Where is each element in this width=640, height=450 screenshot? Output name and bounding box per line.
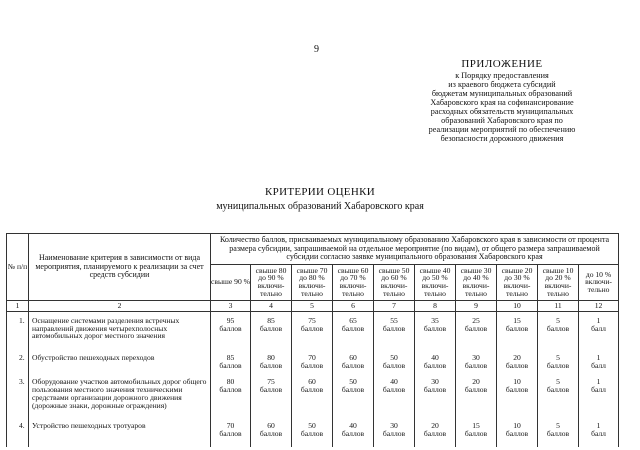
score-value: 1 (596, 315, 601, 325)
score-value: 75 (308, 315, 316, 325)
score-cell (374, 311, 415, 351)
appendix-line: безопасности дорожного движения (440, 134, 564, 143)
score-cell (415, 419, 456, 447)
score-unit: баллов (505, 385, 529, 395)
score-unit: баллов (382, 429, 406, 439)
score-value: 85 (267, 315, 275, 325)
score-value: 10 (513, 421, 521, 431)
header-range: свыше 20 до 30 % включи-тельно (497, 264, 538, 300)
score-value: 50 (349, 377, 357, 387)
score-value: 55 (390, 315, 398, 325)
score-cell (538, 419, 579, 447)
score-cell (374, 419, 415, 447)
column-number: 7 (374, 300, 415, 311)
score-unit: балл (591, 361, 606, 371)
score-cell (211, 351, 251, 375)
score-cell (497, 419, 538, 447)
score-cell (333, 351, 374, 375)
column-number: 3 (211, 300, 251, 311)
score-unit: баллов (219, 429, 242, 439)
score-cell (456, 375, 497, 419)
score-cell (456, 419, 497, 447)
score-value: 1 (596, 421, 601, 431)
header-range: свыше 50 до 60 % включи-тельно (374, 264, 415, 300)
header-number: № п/п (7, 234, 29, 301)
score-cell (415, 311, 456, 351)
score-cell (333, 375, 374, 419)
table-row (7, 351, 619, 375)
score-value: 20 (431, 421, 439, 431)
criterion-name: Оборудование участков автомобильных дорог общего пользования местного значения техническими средствами организации дорожного движения (дорожные знаки, дорожные ограждения) (29, 375, 211, 419)
row-number: 2. (7, 351, 29, 375)
score-unit: баллов (423, 385, 447, 395)
score-value: 85 (226, 353, 235, 363)
header-score-group: Количество баллов, присваиваемых муниципальному образованию Хабаровского края в зависимости от процента размера субсидии, запрашиваемой на отдельное мероприятие (по видам), от общего размера запрашиваемой субсидии согласно заявке муниципального образования Хабаровского края (211, 234, 619, 265)
column-number: 1 (7, 300, 29, 311)
header-range: свыше 80 до 90 % включи-тельно (251, 264, 292, 300)
score-cell (333, 419, 374, 447)
score-value: 40 (349, 421, 357, 431)
score-cell (579, 351, 619, 375)
row-number: 1. (7, 311, 29, 351)
score-unit: баллов (546, 429, 570, 439)
score-unit: баллов (505, 429, 529, 439)
score-unit: баллов (300, 323, 324, 333)
column-number: 11 (538, 300, 579, 311)
score-value: 50 (308, 421, 316, 431)
score-unit: баллов (464, 323, 488, 333)
column-number: 6 (333, 300, 374, 311)
score-cell (251, 419, 292, 447)
column-number: 5 (292, 300, 333, 311)
criterion-name: Устройство пешеходных тротуаров (29, 419, 211, 447)
score-unit: баллов (382, 361, 406, 371)
score-value: 60 (308, 377, 316, 387)
score-cell (333, 311, 374, 351)
document-subtitle: муниципальных образований Хабаровского края (216, 201, 424, 212)
score-unit: баллов (505, 323, 529, 333)
score-unit: баллов (382, 385, 406, 395)
header-range: до 10 % включи-тельно (579, 264, 619, 300)
score-value: 50 (390, 353, 398, 363)
score-unit: баллов (219, 385, 242, 395)
score-cell (456, 351, 497, 375)
column-number: 9 (456, 300, 497, 311)
score-value: 75 (267, 377, 275, 387)
score-cell (211, 311, 251, 351)
score-unit: балл (591, 429, 606, 439)
header-range: свыше 70 до 80 % включи-тельно (292, 264, 333, 300)
score-cell (251, 375, 292, 419)
score-unit: баллов (259, 323, 283, 333)
score-cell (251, 351, 292, 375)
score-unit: баллов (341, 429, 365, 439)
score-value: 5 (556, 421, 560, 431)
score-unit: баллов (259, 385, 283, 395)
score-cell (579, 311, 619, 351)
row-number: 4. (7, 419, 29, 447)
score-cell (456, 311, 497, 351)
score-cell (292, 375, 333, 419)
score-cell (538, 375, 579, 419)
score-value: 15 (472, 421, 480, 431)
score-unit: баллов (464, 385, 488, 395)
score-value: 30 (472, 353, 480, 363)
score-unit: баллов (464, 361, 488, 371)
document-title: КРИТЕРИИ ОЦЕНКИ (265, 186, 375, 198)
score-value: 60 (349, 353, 357, 363)
appendix-title: ПРИЛОЖЕНИЕ (461, 58, 543, 70)
score-unit: баллов (219, 323, 242, 333)
header-range: свыше 90 % (211, 264, 251, 300)
score-unit: баллов (300, 385, 324, 395)
score-value: 40 (431, 353, 439, 363)
appendix-line: Хабаровского края на софинансирование (430, 98, 574, 107)
column-number: 4 (251, 300, 292, 311)
score-value: 5 (556, 315, 560, 325)
appendix-line: реализации мероприятий по обеспечению (428, 125, 576, 134)
score-cell (374, 351, 415, 375)
score-cell (538, 351, 579, 375)
score-unit: баллов (505, 361, 529, 371)
criteria-rows (7, 311, 619, 447)
score-cell (374, 375, 415, 419)
score-unit: баллов (464, 429, 488, 439)
score-cell (497, 351, 538, 375)
appendix-line: к Порядку предоставления (455, 71, 549, 80)
score-value: 70 (226, 421, 235, 431)
score-value: 5 (556, 353, 560, 363)
score-unit: баллов (546, 323, 570, 333)
score-value: 25 (472, 315, 480, 325)
score-cell (538, 311, 579, 351)
score-unit: баллов (259, 429, 283, 439)
score-value: 60 (267, 421, 275, 431)
score-value: 70 (308, 353, 316, 363)
score-unit: баллов (423, 429, 447, 439)
table-row (7, 419, 619, 447)
criterion-name: Обустройство пешеходных переходов (29, 351, 211, 375)
score-cell (292, 311, 333, 351)
score-cell (211, 419, 251, 447)
score-unit: баллов (300, 429, 324, 439)
score-value: 1 (596, 377, 601, 387)
column-number: 10 (497, 300, 538, 311)
score-cell (415, 351, 456, 375)
score-unit: баллов (546, 361, 570, 371)
score-unit: баллов (423, 323, 447, 333)
score-cell (497, 311, 538, 351)
appendix-line: расходных обязательств муниципальных (430, 107, 574, 116)
column-number: 12 (579, 300, 619, 311)
score-value: 35 (431, 315, 439, 325)
score-unit: балл (591, 385, 606, 395)
score-value: 1 (596, 353, 601, 363)
score-cell (292, 419, 333, 447)
criterion-name: Оснащение системами разделения встречных направлений движения четырехполосных автомобильных дорог местного значения (29, 311, 211, 351)
row-number: 3. (7, 375, 29, 419)
score-cell (579, 375, 619, 419)
score-value: 40 (390, 377, 398, 387)
score-unit: баллов (341, 361, 365, 371)
score-value: 30 (390, 421, 398, 431)
appendix-block (402, 60, 602, 143)
score-unit: баллов (546, 385, 570, 395)
score-cell (415, 375, 456, 419)
score-unit: балл (591, 323, 606, 333)
score-value: 15 (513, 315, 521, 325)
column-number: 8 (415, 300, 456, 311)
table-row (7, 375, 619, 419)
score-unit: баллов (219, 361, 242, 371)
score-cell (292, 351, 333, 375)
header-range: свыше 30 до 40 % включи-тельно (456, 264, 497, 300)
score-unit: баллов (341, 323, 365, 333)
column-number: 2 (29, 300, 211, 311)
appendix-line: из краевого бюджета субсидий (448, 80, 556, 89)
score-unit: баллов (259, 361, 283, 371)
score-value: 20 (513, 353, 521, 363)
score-value: 65 (349, 315, 357, 325)
appendix-line: бюджетам муниципальных образований (431, 89, 573, 98)
header-criterion-name: Наименование критерия в зависимости от вида мероприятия, планируемого к реализации за счет средств субсидии (29, 234, 211, 301)
score-unit: баллов (341, 385, 365, 395)
score-unit: баллов (382, 323, 406, 333)
appendix-line: образований Хабаровского края по (441, 116, 563, 125)
header-range: свыше 40 до 50 % включи-тельно (415, 264, 456, 300)
score-cell (497, 375, 538, 419)
score-value: 30 (431, 377, 439, 387)
score-unit: баллов (423, 361, 447, 371)
score-value: 95 (226, 315, 235, 325)
score-cell (251, 311, 292, 351)
score-cell (211, 375, 251, 419)
score-value: 10 (513, 377, 521, 387)
score-unit: баллов (300, 361, 324, 371)
score-value: 80 (226, 377, 235, 387)
score-value: 20 (472, 377, 480, 387)
score-cell (579, 419, 619, 447)
score-value: 5 (556, 377, 560, 387)
score-value: 80 (267, 353, 275, 363)
header-range: свыше 60 до 70 % включи-тельно (333, 264, 374, 300)
header-range: свыше 10 до 20 % включи-тельно (538, 264, 579, 300)
criteria-table (6, 233, 619, 447)
table-row (7, 311, 619, 351)
page-number: 9 (314, 44, 319, 55)
